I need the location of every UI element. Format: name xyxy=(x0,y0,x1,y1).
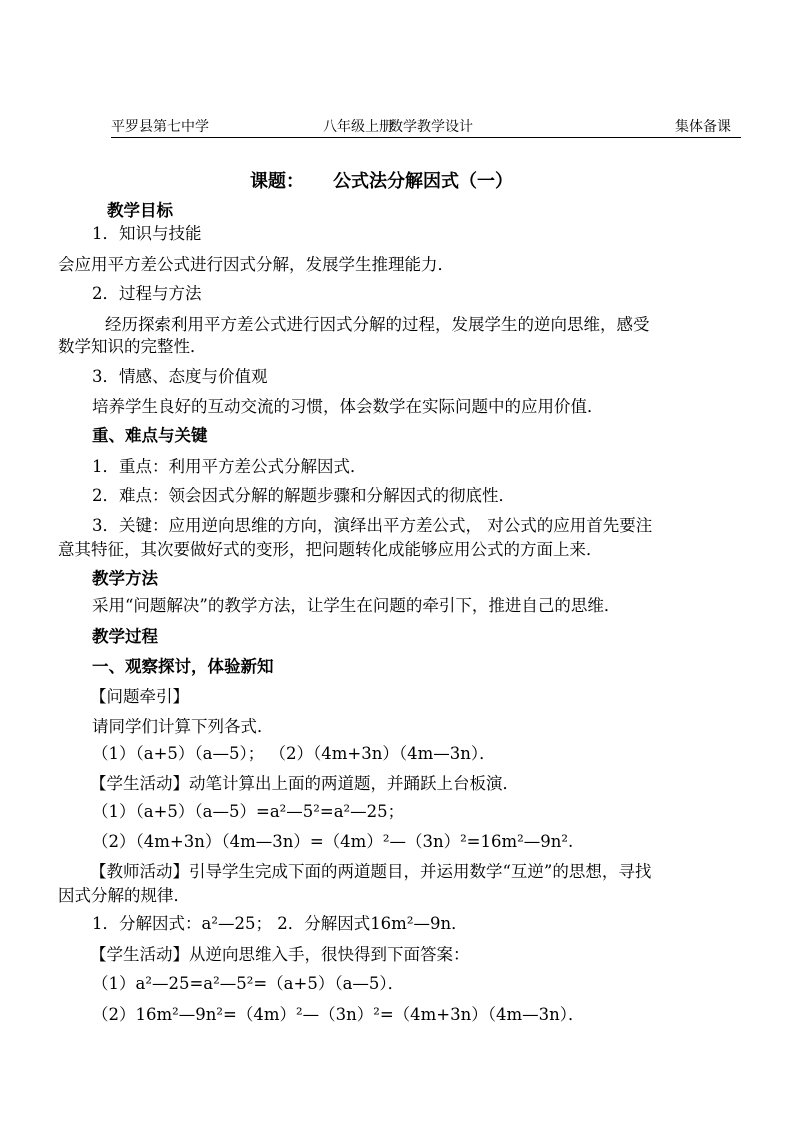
subheading: 1．知识与技能 xyxy=(92,224,202,243)
section-heading: 教学方法 xyxy=(92,569,158,588)
header-grade: 八年级上册 xyxy=(323,119,393,135)
section-heading: 重、难点与关键 xyxy=(92,426,208,445)
list-item: 3．关键：应用逆向思维的方向，演绎出平方差公式， 对公式的应用首先要注 xyxy=(92,516,653,535)
subheading: 2．过程与方法 xyxy=(92,284,202,303)
paragraph: 因式分解的规律． xyxy=(58,886,190,905)
header-rule xyxy=(111,137,741,138)
math-line: （1）（a+5）（a—5）； （2）（4m+3n）（4m—3n）． xyxy=(92,744,496,763)
paragraph: 数学知识的完整性． xyxy=(58,337,207,356)
paragraph: 【学生活动】从逆向思维入手，很快得到下面答案： xyxy=(90,945,470,964)
paragraph: 意其特征，其次要做好式的变形，把问题转化成能够应用公式的方面上来． xyxy=(58,540,603,559)
paragraph: 【问题牵引】 xyxy=(90,687,189,706)
math-line: （2）16m²—9n²=（4m）²—（3n）²=（4m+3n）（4m—3n）． xyxy=(92,1005,585,1024)
lesson-title-label: 课题： xyxy=(250,171,304,192)
subheading: 3．情感、态度与价值观 xyxy=(92,367,268,386)
lesson-title xyxy=(250,170,550,196)
math-line: 1．分解因式：a²—25； 2．分解因式16m²—9n． xyxy=(92,914,468,933)
math-line: （1）（a+5）（a—5）=a²—5²=a²—25； xyxy=(92,802,405,821)
paragraph: 培养学生良好的互动交流的习惯，体会数学在实际问题中的应用价值． xyxy=(92,397,604,416)
header-school: 平罗县第七中学 xyxy=(111,119,209,135)
paragraph: 采用“问题解决”的教学方法，让学生在问题的牵引下，推进自己的思维． xyxy=(92,596,621,615)
paragraph: 经历探索利用平方差公式进行因式分解的过程，发展学生的逆向思维，感受 xyxy=(105,315,650,334)
paragraph: 请同学们计算下列各式． xyxy=(92,717,274,736)
math-line: （1）a²—25=a²—5²=（a+5）（a—5）． xyxy=(92,974,405,993)
page-header xyxy=(111,117,731,137)
header-right: 集体备课 xyxy=(675,119,731,135)
header-design: 数学教学设计 xyxy=(389,119,473,135)
paragraph: 【教师活动】引导学生完成下面的两道题目，并运用数学“互逆”的思想，寻找 xyxy=(90,862,652,881)
lesson-title-text: 公式法分解因式（一） xyxy=(333,171,513,192)
section-heading: 教学过程 xyxy=(92,627,158,646)
paragraph: 会应用平方差公式进行因式分解，发展学生推理能力． xyxy=(58,255,454,274)
list-item: 2．难点：领会因式分解的解题步骤和分解因式的彻底性． xyxy=(92,486,515,505)
math-line: （2）（4m+3n）（4m—3n）=（4m）²—（3n）²=16m²—9n². xyxy=(92,832,574,851)
section-heading: 教学目标 xyxy=(107,201,173,220)
section-heading: 一、观察探讨，体验新知 xyxy=(92,657,274,676)
paragraph: 【学生活动】动笔计算出上面的两道题，并踊跃上台板演． xyxy=(90,774,519,793)
list-item: 1．重点：利用平方差公式分解因式． xyxy=(92,457,367,476)
